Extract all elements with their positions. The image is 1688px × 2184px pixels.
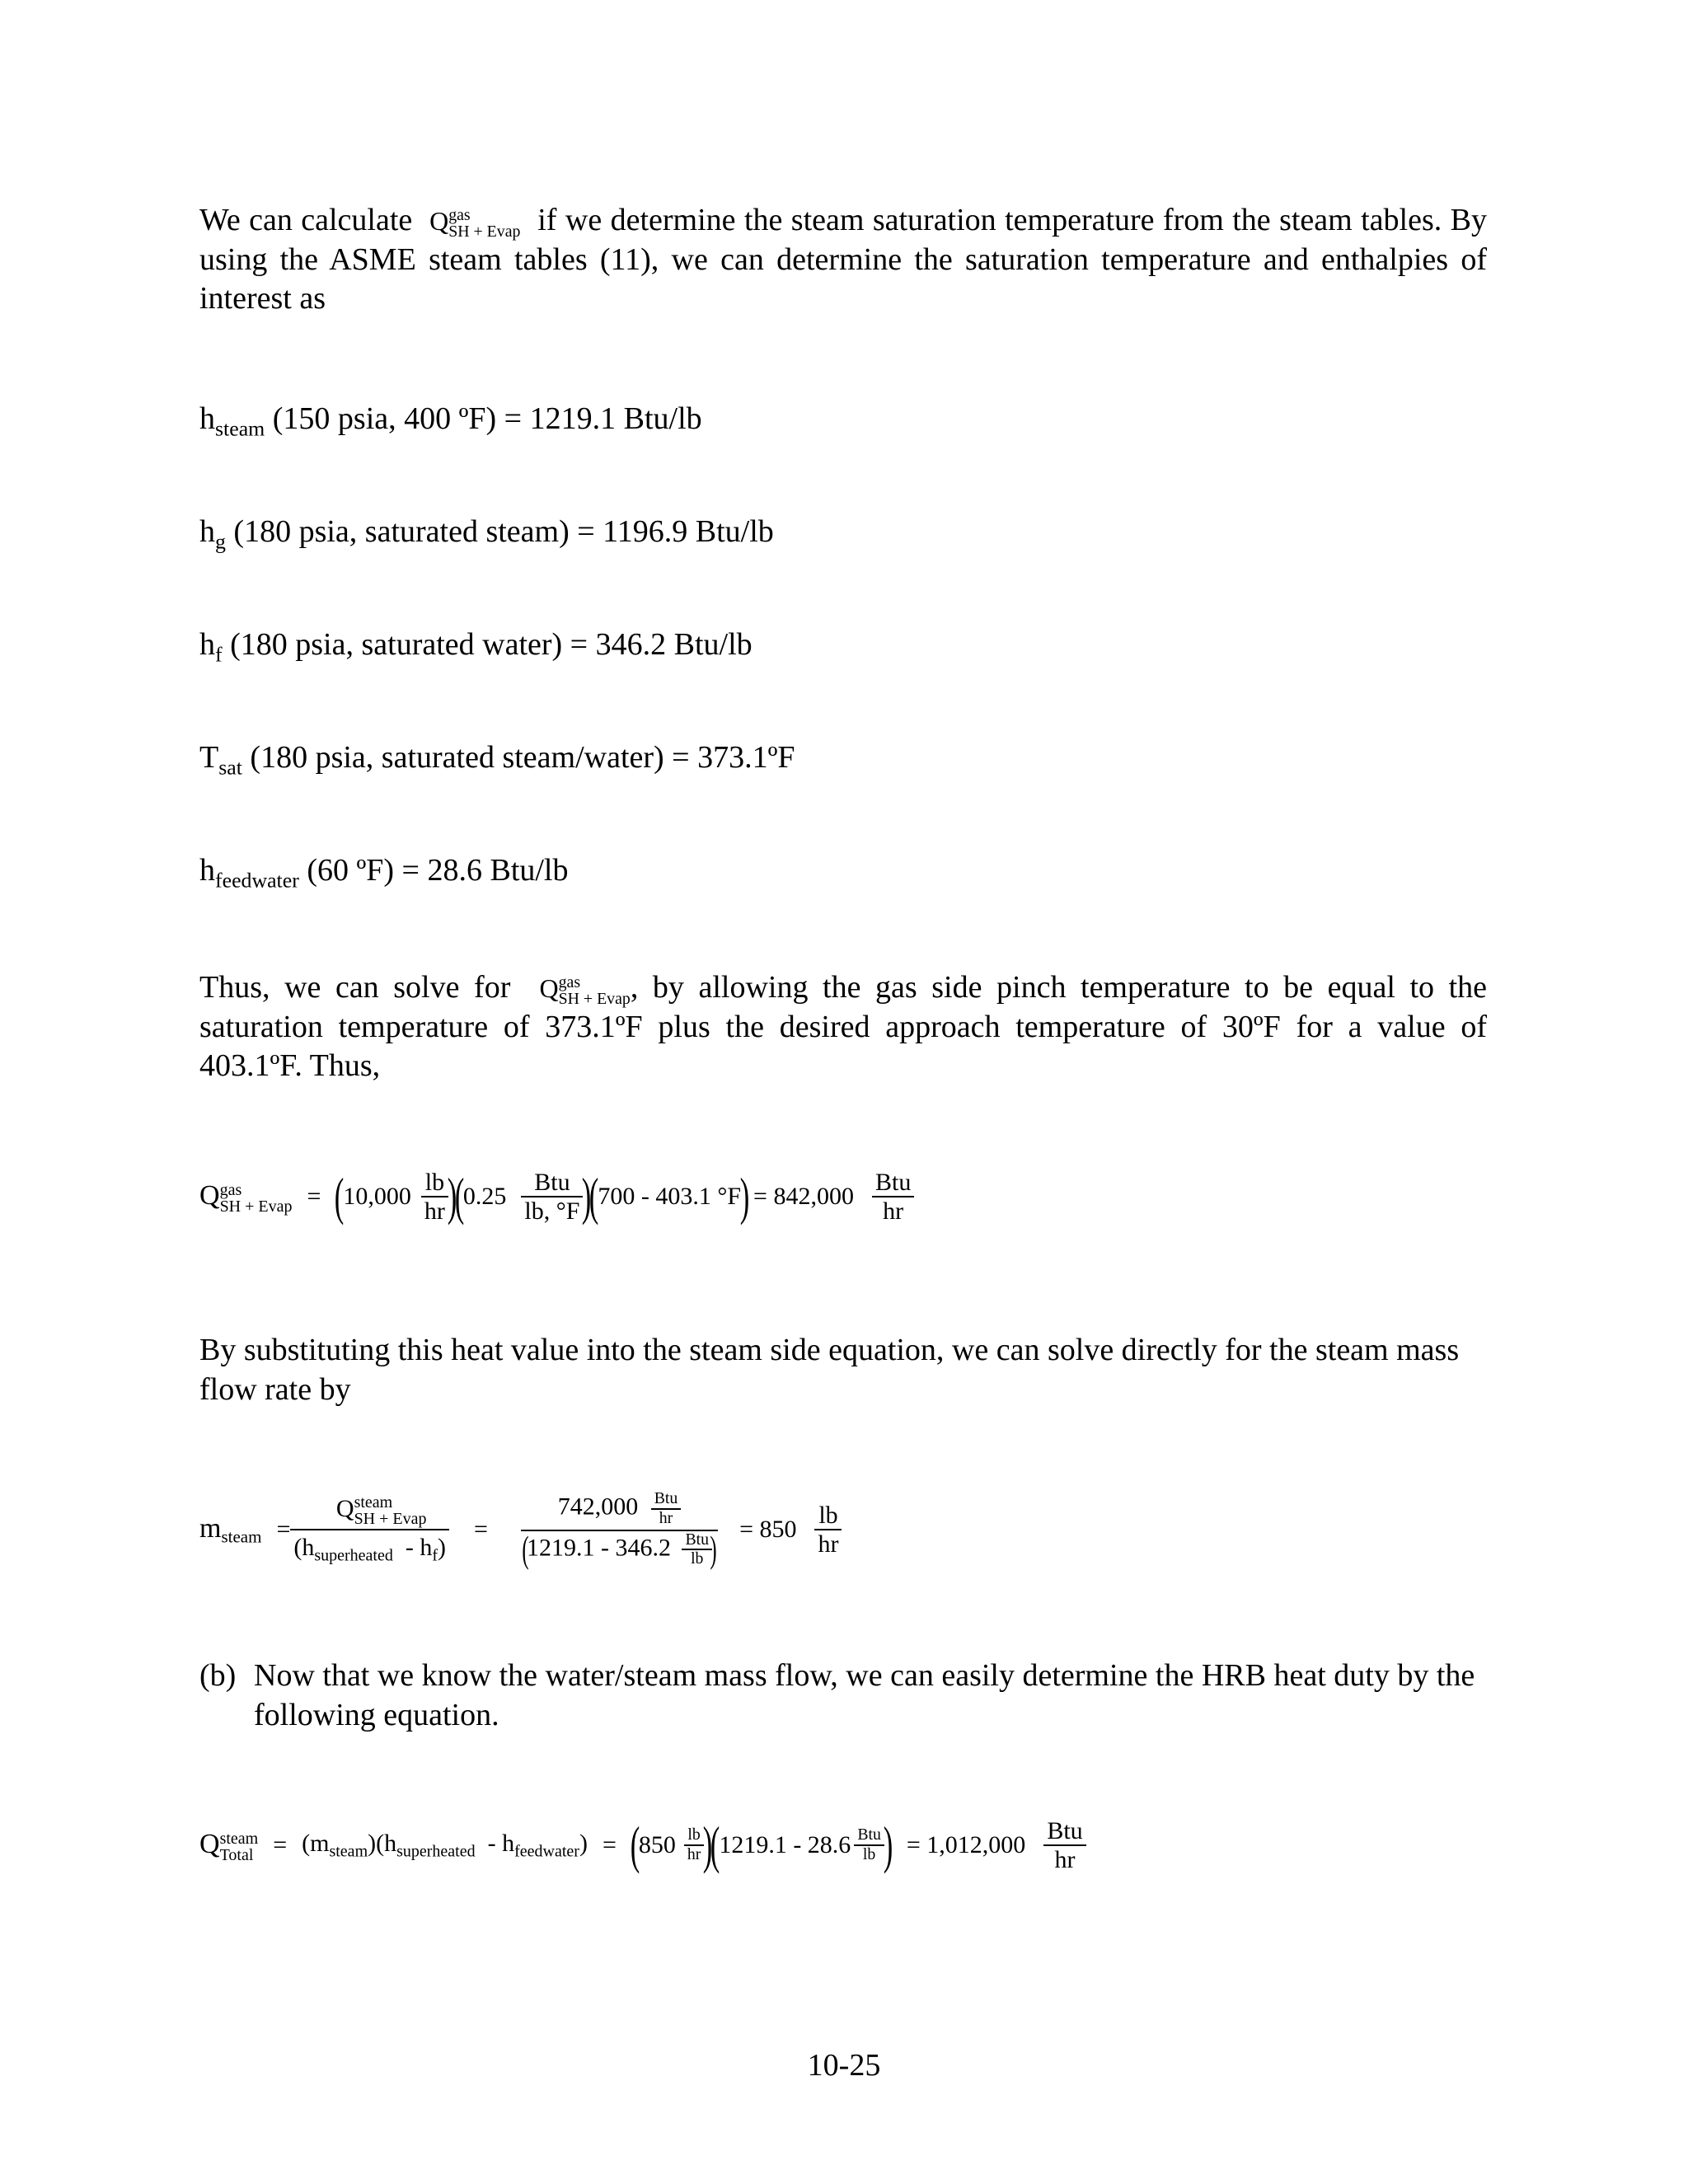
eq3-symbolic: $(m_{steam})(h_{superheated} - h_{feedwater})$ — [302, 1830, 588, 1861]
part-b-paragraph — [199, 1657, 1487, 1735]
steam-mass-flow-equation: $m_{steam}$ = Q steam SH + Evap $(h_{superheated} - h_f)$ = 742,000 $\frac{\text{Btu}}{hr}$ (1219.1 - 346.2 $\frac{\text{Btu}}{lb}$ ) = 850 $\frac{lb}{hr}$ — [199, 1490, 842, 1568]
eq3-lhs: Q steam Total — [199, 1828, 259, 1865]
thus-text-start: Thus, we can solve for — [199, 970, 511, 1005]
eq1-flow-value: 10,000 — [343, 1183, 411, 1211]
intro-text-end: if we determine the steam saturation temperature from the steam tables. By using the ASME steam tables (11), we can determine the saturation temperature and enthalpies of interest as — [199, 203, 1488, 316]
intro-text-start: We can calculate — [199, 203, 413, 237]
eq2-lhs: $m_{steam}$ — [199, 1512, 262, 1547]
property-line: $T_{sat}$ (180 psia, saturated steam/water) = 373.1ºF — [199, 740, 795, 780]
eq1-cp-unit: $\frac{\text{Btu}}{lb, ^\circ F}$ — [521, 1169, 583, 1225]
eq2-symbolic-fraction: Q steam SH + Evap $(h_{superheated} - h_f)$ — [290, 1494, 449, 1564]
equals-sign: = — [307, 1183, 321, 1211]
eq3-result-unit: $\frac{\text{Btu}}{hr}$ — [1043, 1817, 1085, 1873]
page-number: 10-25 — [807, 2048, 881, 2083]
eq1-result: = 842,000 — [753, 1183, 854, 1211]
eq3-flow-unit: $\frac{lb}{hr}$ — [684, 1826, 704, 1864]
total-heat-duty-equation: Q steam Total = $(m_{steam})(h_{superheated} - h_{feedwater})$ = ( 850 $\frac{lb}{hr}$ ) ( 1219.1 - 28.6 $\frac{\text{Btu}}{lb}$ ) = 1,012,000 $\frac{\text{Btu}}{hr}$ — [199, 1817, 1086, 1873]
eq3-dh-unit: $\frac{\text{Btu}}{lb}$ — [854, 1826, 884, 1864]
eq2-result: = 850 — [739, 1515, 797, 1543]
q-gas-symbol: Q gas SH + Evap — [539, 972, 631, 1008]
part-b-label: (b) — [199, 1658, 237, 1693]
eq2-numeric-fraction: 742,000 $\frac{\text{Btu}}{hr}$ (1219.1 - 346.2 $\frac{\text{Btu}}{lb}$ ) — [522, 1489, 717, 1570]
property-line: $h_f$ (180 psia, saturated water) = 346.2 Btu/lb — [199, 627, 753, 667]
eq1-dt-expr: 700 - 403.1 °F — [598, 1183, 742, 1211]
eq3-result: = 1,012,000 — [906, 1831, 1026, 1859]
property-line: $h_g$ (180 psia, saturated steam) = 1196.9 Btu/lb — [199, 514, 774, 554]
thus-text-end: , by allowing the gas side pinch temperature to be equal to the saturation temperature of 373.1ºF plus the desired approach temperature of 30ºF for a value of 403.1ºF. Thus, — [199, 970, 1488, 1083]
property-line: $h_{steam}$ (150 psia, 400 ºF) = 1219.1 Btu/lb — [199, 401, 702, 441]
q-gas-symbol: Q gas SH + Evap — [429, 205, 521, 241]
eq3-dh-expr: 1219.1 - 28.6 — [719, 1831, 851, 1859]
property-line: $h_{feedwater}$ (60 ºF) = 28.6 Btu/lb — [199, 853, 569, 893]
gas-heat-equation: Q gas SH + Evap = ( 10,000 $\frac{lb}{hr}$ ) ( 0.25 $\frac{\text{Btu}}{lb, ^\circ F}$ ) ( 700 - 403.1 °F ) = 842,000 $\frac{\text{Btu}}{hr}$ — [199, 1169, 914, 1225]
eq1-lhs: Q gas SH + Evap — [199, 1179, 293, 1216]
substitute-paragraph: By substituting this heat value into the steam side equation, we can solve directly for the steam mass flow rate by — [199, 1333, 1460, 1407]
eq1-cp-value: 0.25 — [462, 1183, 507, 1211]
eq2-result-unit: $\frac{lb}{hr}$ — [814, 1502, 842, 1558]
part-b-text: Now that we know the water/steam mass flow, we can easily determine the HRB heat duty by the following equation. — [254, 1658, 1475, 1732]
eq1-flow-unit: $\frac{lb}{hr}$ — [421, 1169, 448, 1225]
eq3-flow-value: 850 — [638, 1831, 676, 1859]
eq1-result-unit: $\frac{\text{Btu}}{hr}$ — [872, 1169, 914, 1225]
thus-paragraph — [199, 968, 1487, 1086]
intro-paragraph — [199, 201, 1487, 319]
